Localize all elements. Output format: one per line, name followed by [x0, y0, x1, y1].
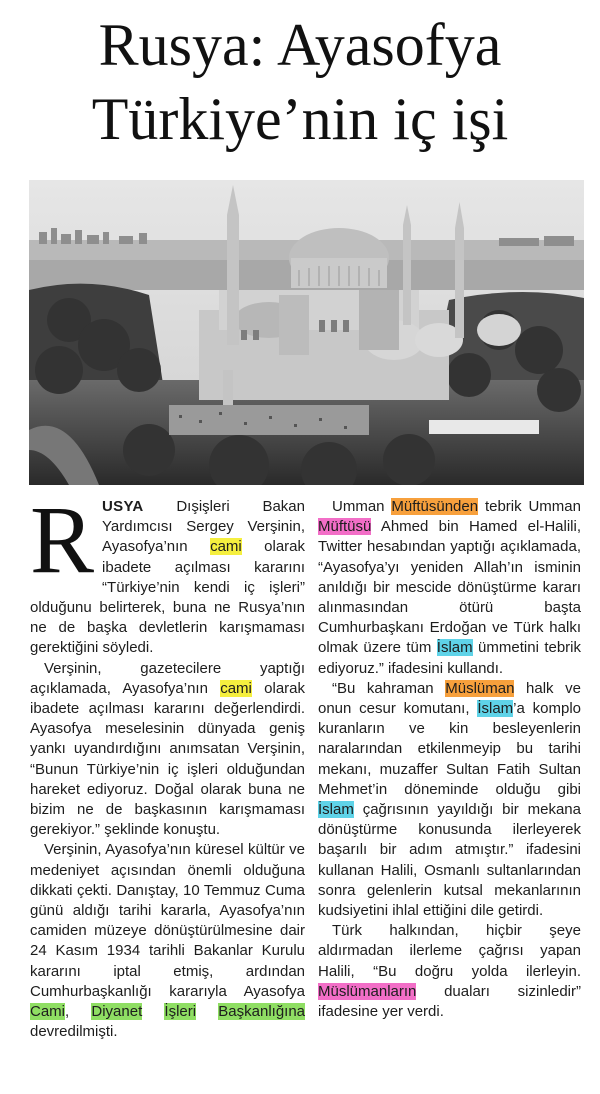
headline [0, 8, 600, 156]
highlighted-word: İslam [477, 700, 514, 718]
text-run: Umman [332, 498, 392, 515]
highlighted-word: Müftüsü [318, 518, 372, 536]
text-run: ümmetini tebrik ediyoruz.” ifadesini kullandı. [318, 639, 581, 677]
text-run [196, 1003, 218, 1020]
highlighted-word: Müslümanların [318, 982, 417, 1000]
text-run: tebrik Umman [478, 498, 581, 515]
highlighted-word: Müftüsünden [391, 498, 479, 515]
paragraph-1 [30, 486, 305, 659]
text-run: olarak ibadete açılması kararını “Türkiye’nin kendi iç işleri” olduğunu belirterek, buna ne Rusya’nın ne de başka devletlerin karışmaması gerektiğini söyledi. [30, 538, 305, 657]
highlighted-word: Cami [30, 1003, 66, 1021]
highlighted-word: Müslüman [445, 679, 515, 697]
highlighted-word: İslam [318, 801, 354, 819]
highlighted-word: cami [220, 679, 252, 697]
text-run: Verşinin, gazetecilere yaptığı açıklamada, Ayasofya’nın [30, 659, 305, 697]
article-column-left [30, 486, 306, 1042]
headline-line-1: Rusya: Ayasofya [98, 12, 502, 78]
ayasofya-photo [29, 180, 584, 485]
paragraph-5 [318, 679, 581, 921]
headline-line-2: Türkiye’nin iç işi [91, 86, 509, 152]
highlighted-word: İşleri [164, 1003, 197, 1021]
text-run: “Bu kahraman [332, 679, 446, 697]
text-run: devredilmişti. [30, 1023, 118, 1041]
text-run [142, 1003, 164, 1020]
article-column-right [318, 497, 581, 1022]
highlighted-word: Diyanet [91, 1003, 143, 1021]
highlighted-word: Başkanlığına [218, 1003, 306, 1021]
text-run: Dışişleri Bakan Yardımcısı Sergey Verşinin, Ayasofya’nın [102, 498, 305, 556]
paragraph-6 [318, 921, 581, 1022]
text-run: halk ve onun cesur komutanı, [318, 679, 581, 718]
paragraph-2 [30, 659, 305, 841]
text-run: , [65, 1003, 92, 1021]
paragraph-3 [30, 840, 305, 1042]
text-run: olarak ibadete açılması kararını değerlendirdi. Ayasofya meselesinin dünyada geniş yankı uyandırdığını anımsatan Verşinin, “Bunun Türkiye’nin iç işleri olduğundan hareket ediyoruz. Doğal olarak buna ne bizim ne de başkasının karışmaması gerekiyor.” şeklinde konuştu. [30, 679, 305, 839]
highlighted-word: cami [210, 538, 242, 556]
drop-cap: R [30, 486, 95, 593]
highlighted-word: İslam [436, 639, 473, 657]
text-run: Verşinin, Ayasofya’nın küresel kültür ve medeniyet açısından önemli olduğuna dikkati çekti. Danıştay, 10 Temmuz Cuma günü aldığı tarihi kararla, Ayasofya’nın camiden müzeye dönüştürülmesine dair 24 Kasım 1934 tarihli Bakanlar Kurulu kararını iptal etmiş, ardından Cumhurbaşkanlığı kararıyla Ayasofya [30, 841, 305, 1000]
text-run: Ahmed bin Hamed el-Halili, Twitter hesabından yaptığı açıklamada, “Ayasofya’yı yeniden Allah’ın isminin anıldığı bir mescide dönüştürme kararı alınmasından ötürü başta Cumhurbaşkanı Erdoğan ve Türk halkı olmak üzere tüm [318, 518, 581, 657]
text-run: ’a komplo kuranların ve kin besleyenlerin naralarından etkilenmeyip bu tarihi mekanı, muzaffer Sultan Fatih Sultan Mehmet’in döneminde olduğu gibi [318, 700, 582, 798]
text-run: çağrısının yayıldığı bir mekana dönüştürme konusunda ilerleyerek başarılı bir adım atmıştır.” ifadesini kullanan Halili, Osmanlı sultanlarından sonra gelenlerin kutsal mekanlarının kudsiyetini ihlal ettiğini dile getirdi. [318, 801, 581, 920]
paragraph-4 [318, 497, 581, 679]
text-run: duaları sizinledir” ifadesine yer verdi. [318, 982, 581, 1021]
lead-word: USYA [102, 498, 144, 515]
text-run: Türk halkından, hiçbir şeye aldırmadan ilerleme çağrısı yapan Halili, “Bu doğru yolda ilerleyin. [318, 922, 581, 980]
